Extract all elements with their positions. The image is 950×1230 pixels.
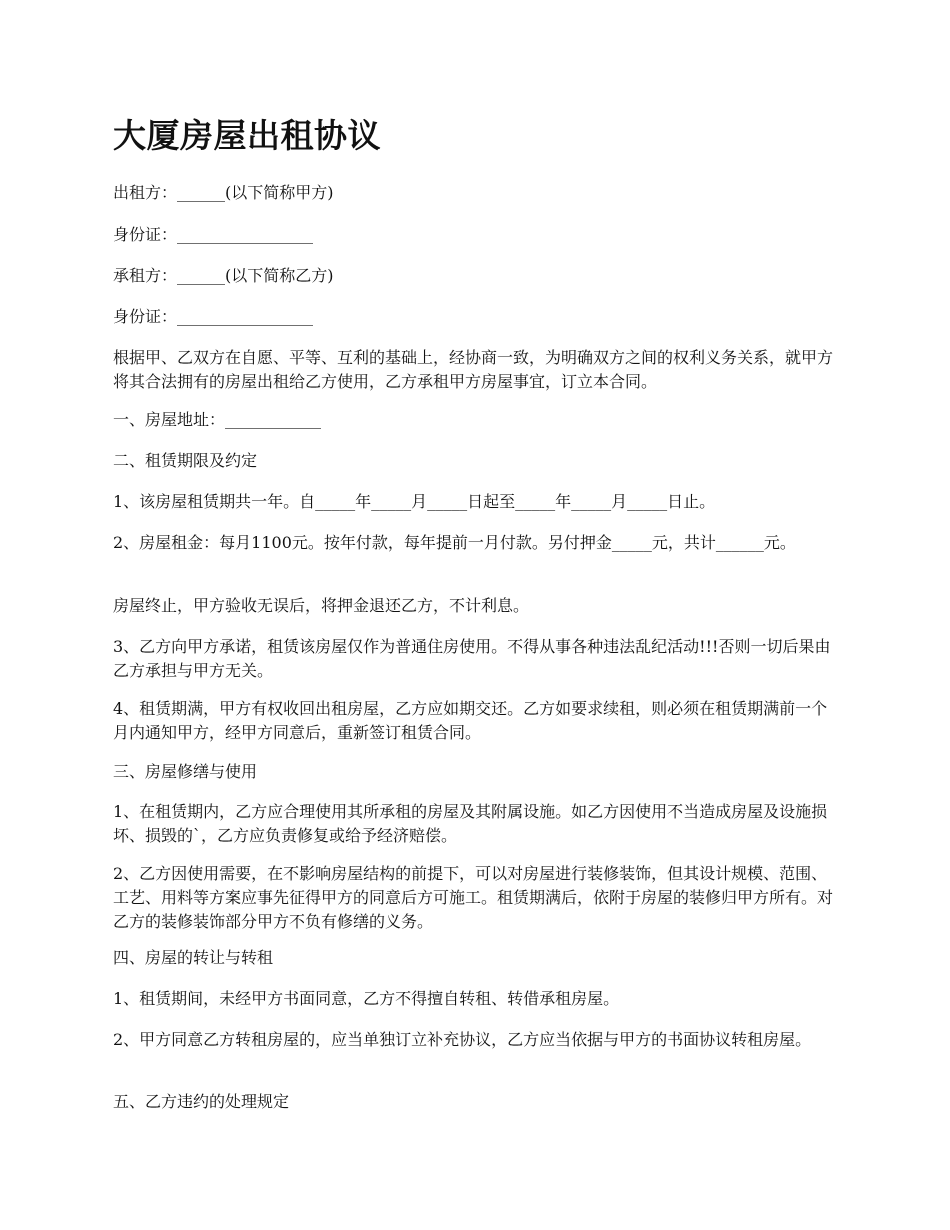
lessor-id-line: 身份证：_________________ [113,225,314,244]
clause-4-1: 1、租赁期间，未经甲方书面同意，乙方不得擅自转租、转借承租房屋。 [113,989,620,1008]
lessor-line: 出租方：______(以下简称甲方) [113,183,334,202]
section-4-heading: 四、房屋的转让与转租 [113,948,274,967]
page-title: 大厦房屋出租协议 [113,116,381,155]
section-3-heading: 三、房屋修缮与使用 [113,762,258,781]
clause-4-2: 2、甲方同意乙方转租房屋的，应当单独订立补充协议，乙方应当依据与甲方的书面协议转租房屋。 [113,1030,812,1049]
clause-3-2: 2、乙方因使用需要，在不影响房屋结构的前提下，可以对房屋进行装修装饰，但其设计规模、范围、工艺、用料等方案应事先征得甲方的同意后方可施工。租赁期满后，依附于房屋的装修归甲方所有。对乙方的装修装饰部分甲方不负有修缮的义务。 [113,864,834,931]
clause-3-1: 1、在租赁期内，乙方应合理使用其所承租的房屋及其附属设施。如乙方因使用不当造成房屋及设施损坏、损毁的`，乙方应负责修复或给予经济赔偿。 [113,802,828,845]
clause-2-1: 1、该房屋租赁期共一年。自_____年_____月_____日起至_____年_____月_____日止。 [113,492,716,511]
preamble-paragraph: 根据甲、乙双方在自愿、平等、互利的基础上，经协商一致，为明确双方之间的权利义务关系，就甲方将其合法拥有的房屋出租给乙方使用，乙方承租甲方房屋事宜，订立本合同。 [113,348,834,391]
lessee-id-line: 身份证：_________________ [113,307,314,326]
lessee-line: 承租方：______(以下简称乙方) [113,266,334,285]
clause-2-3: 3、乙方向甲方承诺，租赁该房屋仅作为普通住房使用。不得从事各种违法乱纪活动!!!否则一切后果由乙方承担与甲方无关。 [113,637,831,680]
deposit-refund-paragraph: 房屋终止，甲方验收无误后，将押金退还乙方，不计利息。 [113,596,530,615]
clause-2-4: 4、租赁期满，甲方有权收回出租房屋，乙方应如期交还。乙方如要求续租，则必须在租赁期满前一个月内通知甲方，经甲方同意后，重新签订租赁合同。 [113,699,828,742]
section-5-heading: 五、乙方违约的处理规定 [113,1092,290,1111]
clause-2-2: 2、房屋租金：每月1100元。按年付款，每年提前一月付款。另付押金_____元，共计______元。 [113,533,796,552]
section-2-heading: 二、租赁期限及约定 [113,451,258,470]
section-1-heading: 一、房屋地址：____________ [113,410,322,429]
